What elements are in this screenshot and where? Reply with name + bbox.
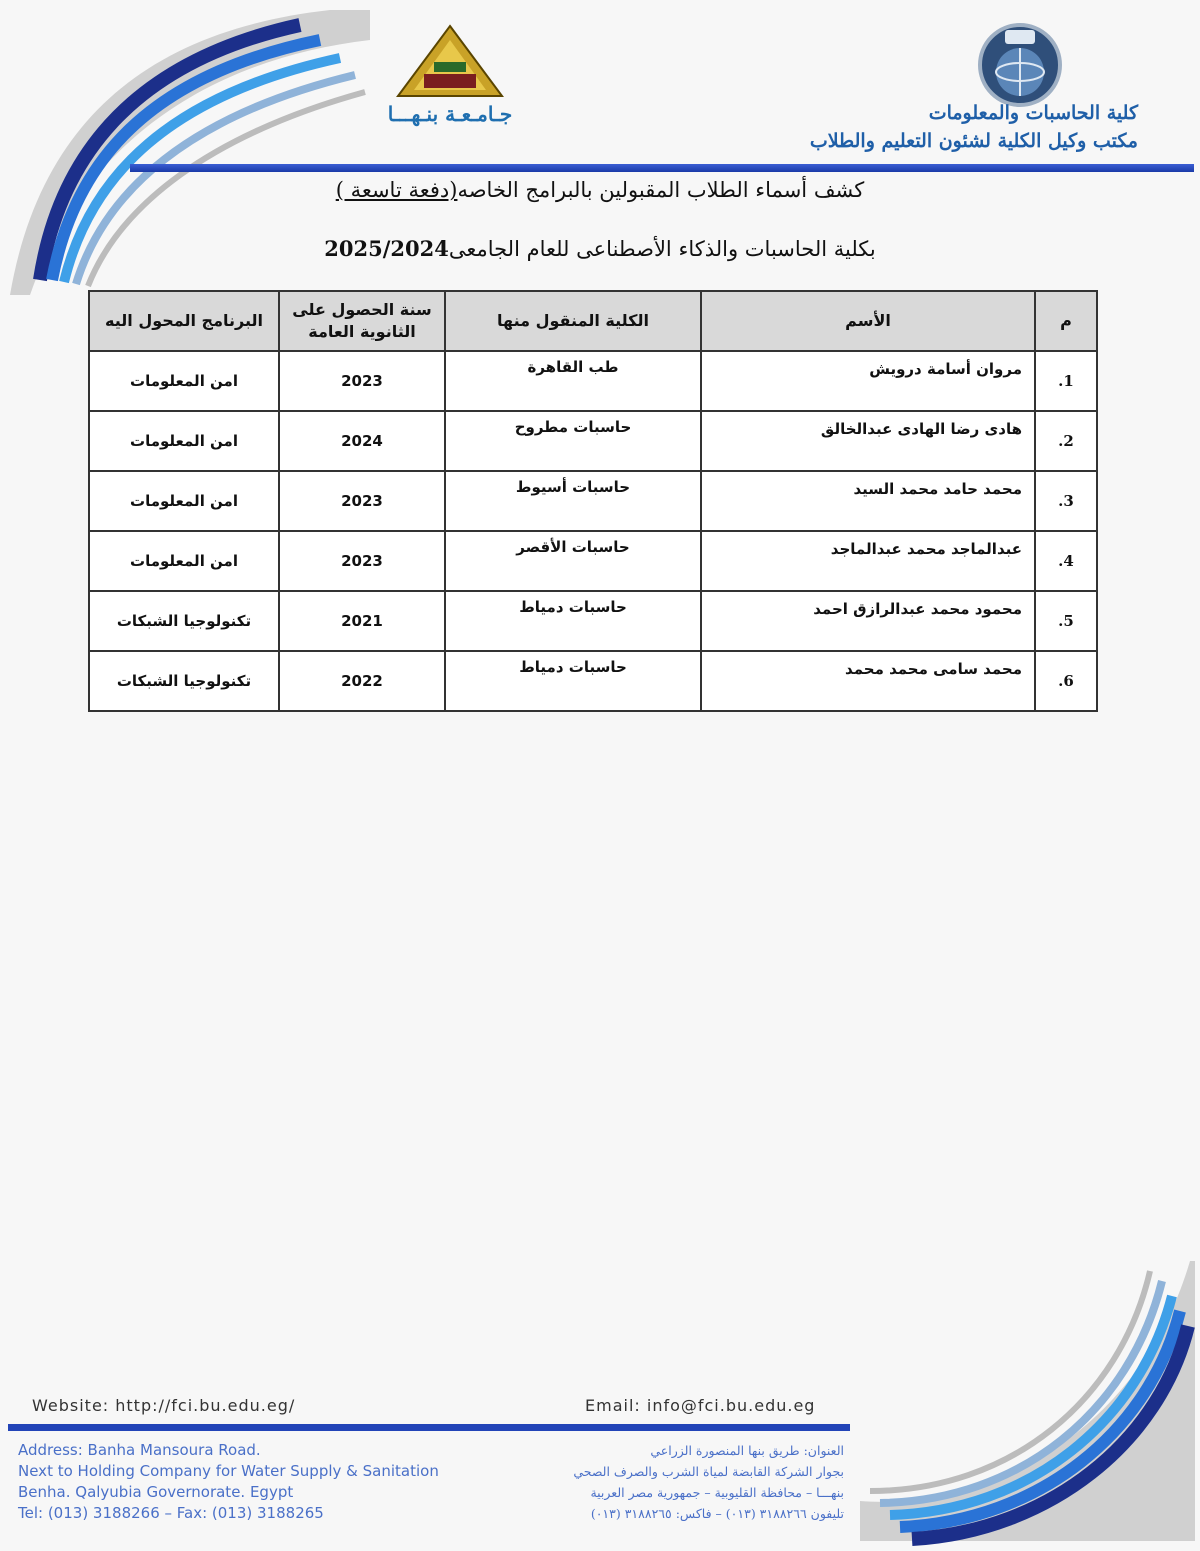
table-header-row bbox=[89, 291, 1097, 351]
address-line: العنوان: طريق بنها المنصورة الزراعي bbox=[650, 1443, 844, 1458]
student-name: محمود محمد عبدالرازق احمد bbox=[701, 591, 1035, 651]
address-arabic bbox=[573, 1440, 844, 1524]
address-line: Benha. Qalyubia Governorate. Egypt bbox=[18, 1483, 294, 1501]
document-title bbox=[300, 178, 900, 202]
graduation-year: 2024 bbox=[279, 411, 445, 471]
row-number: 1. bbox=[1035, 351, 1097, 411]
faculty-logo bbox=[975, 20, 1065, 110]
target-program: تكنولوجيا الشبكات bbox=[89, 651, 279, 711]
row-number: 2. bbox=[1035, 411, 1097, 471]
document-subtitle bbox=[300, 236, 900, 261]
title-main: كشف أسماء الطلاب المقبولين بالبرامج الخاصه bbox=[457, 178, 865, 202]
subtitle-main: بكلية الحاسبات والذكاء الأصطناعى للعام الجامعى bbox=[448, 237, 876, 261]
address-line: بجوار الشركة القابضة لمياة الشرب والصرف الصحي bbox=[573, 1464, 844, 1479]
header-program: البرنامج المحول اليه bbox=[89, 291, 279, 351]
source-college: حاسبات مطروح bbox=[445, 411, 701, 471]
source-college: حاسبات أسيوط bbox=[445, 471, 701, 531]
student-name: هادى رضا الهادى عبدالخالق bbox=[701, 411, 1035, 471]
target-program: امن المعلومات bbox=[89, 411, 279, 471]
address-line: Address: Banha Mansoura Road. bbox=[18, 1441, 261, 1459]
target-program: امن المعلومات bbox=[89, 351, 279, 411]
table-row bbox=[89, 471, 1097, 531]
student-name: مروان أسامة درويش bbox=[701, 351, 1035, 411]
source-college: حاسبات دمياط bbox=[445, 651, 701, 711]
academic-year: 2025/2024 bbox=[324, 236, 449, 261]
website-text: Website: http://fci.bu.edu.eg/ bbox=[32, 1396, 296, 1415]
university-name: جـامـعـة بنـهـــا bbox=[387, 102, 513, 126]
office-name: مكتب وكيل الكلية لشئون التعليم والطلاب bbox=[809, 130, 1138, 152]
graduation-year: 2023 bbox=[279, 471, 445, 531]
email-text: Email: info@fci.bu.edu.eg bbox=[585, 1396, 816, 1415]
table-row bbox=[89, 531, 1097, 591]
graduation-year: 2021 bbox=[279, 591, 445, 651]
source-college: حاسبات دمياط bbox=[445, 591, 701, 651]
header-divider bbox=[130, 164, 1194, 172]
graduation-year: 2023 bbox=[279, 351, 445, 411]
row-number: 4. bbox=[1035, 531, 1097, 591]
table-row bbox=[89, 411, 1097, 471]
table-row bbox=[89, 351, 1097, 411]
table-row bbox=[89, 651, 1097, 711]
row-number: 3. bbox=[1035, 471, 1097, 531]
header-college: الكلية المنقول منها bbox=[445, 291, 701, 351]
row-number: 5. bbox=[1035, 591, 1097, 651]
student-name: عبدالماجد محمد عبدالماجد bbox=[701, 531, 1035, 591]
header-year: سنة الحصول على الثانوية العامة bbox=[279, 291, 445, 351]
target-program: امن المعلومات bbox=[89, 531, 279, 591]
source-college: حاسبات الأقصر bbox=[445, 531, 701, 591]
header-name: الأسم bbox=[701, 291, 1035, 351]
pyramid-emblem-icon bbox=[390, 22, 510, 102]
title-batch: (دفعة تاسعة ) bbox=[335, 178, 458, 202]
address-line: بنهـــا – محافظة القليوبية – جمهورية مصر العربية bbox=[590, 1485, 844, 1500]
student-name: محمد حامد محمد السيد bbox=[701, 471, 1035, 531]
address-english bbox=[18, 1440, 439, 1524]
header-num: م bbox=[1035, 291, 1097, 351]
table-row bbox=[89, 591, 1097, 651]
address-line: Tel: (013) 3188266 – Fax: (013) 3188265 bbox=[18, 1504, 324, 1522]
address-line: تليفون ٣١٨٨٢٦٦ (٠١٣) – فاكس: ٣١٨٨٢٦٥ (٠١٣) bbox=[590, 1506, 844, 1521]
target-program: تكنولوجيا الشبكات bbox=[89, 591, 279, 651]
faculty-name: كلية الحاسبات والمعلومات bbox=[928, 102, 1138, 124]
students-table bbox=[88, 290, 1098, 712]
target-program: امن المعلومات bbox=[89, 471, 279, 531]
footer-divider bbox=[8, 1424, 850, 1431]
graduation-year: 2022 bbox=[279, 651, 445, 711]
decorative-swoosh-bottom-right bbox=[840, 1251, 1200, 1551]
student-name: محمد سامى محمد محمد bbox=[701, 651, 1035, 711]
row-number: 6. bbox=[1035, 651, 1097, 711]
source-college: طب القاهرة bbox=[445, 351, 701, 411]
address-line: Next to Holding Company for Water Supply & Sanitation bbox=[18, 1462, 439, 1480]
benha-university-logo bbox=[370, 22, 530, 132]
graduation-year: 2023 bbox=[279, 531, 445, 591]
